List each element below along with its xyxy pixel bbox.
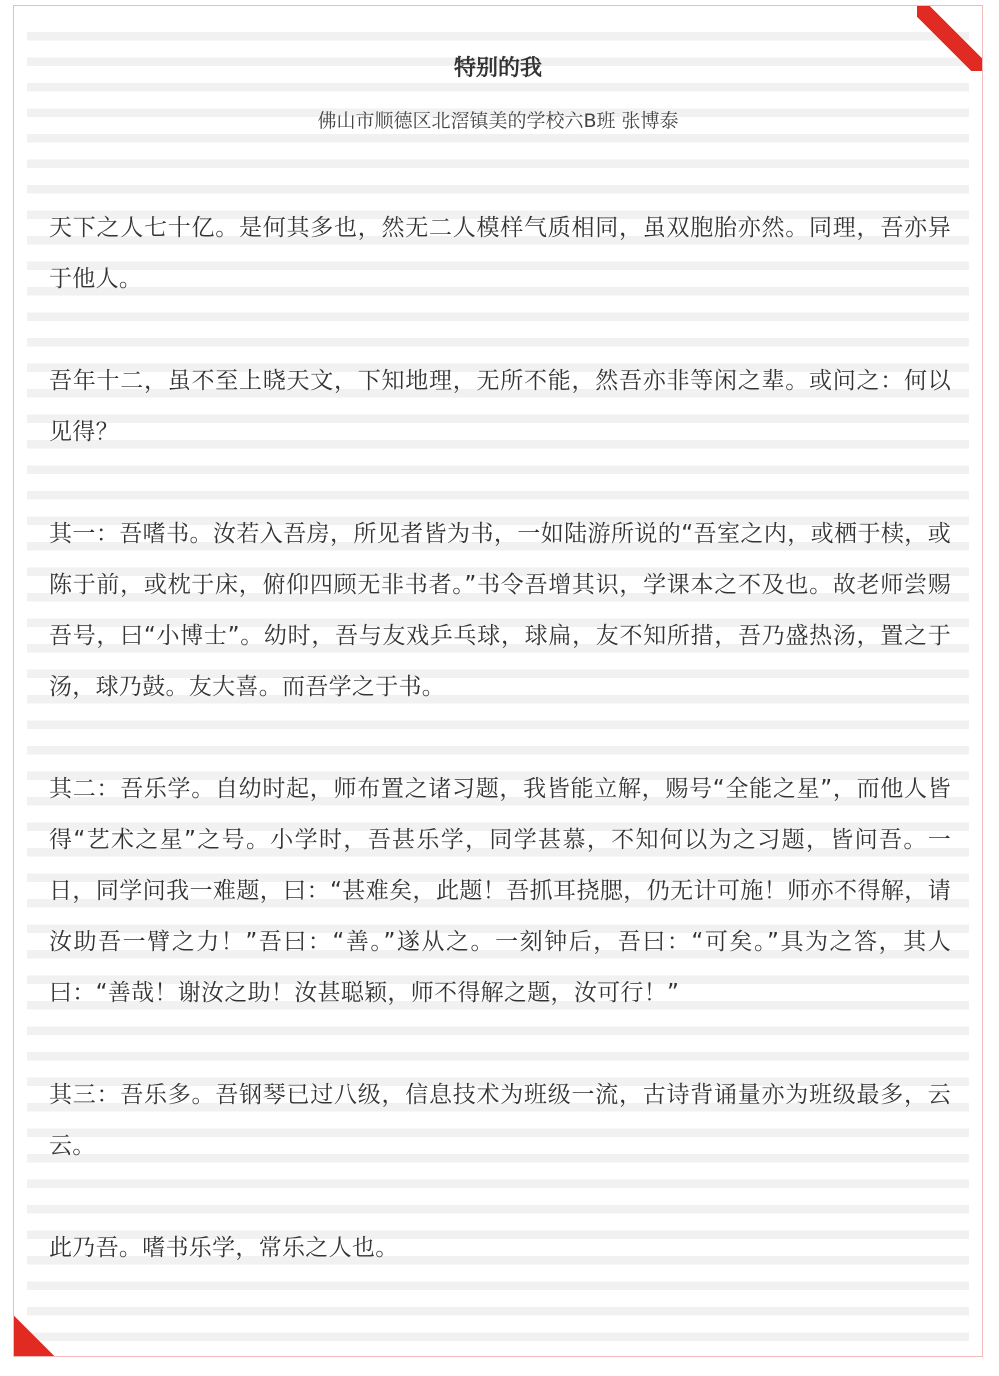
article-title: 特别的我 [453,56,542,81]
author-line: 佛山市顺德区北滘镇美的学校六B班 张博泰 [317,110,679,132]
paragraph: 此乃吾。嗜书乐学，常乐之人也。 [49,1235,399,1261]
paragraph: 其一：吾嗜书。汝若入吾房，所见者皆为书，一如陆游所说的“吾室之内，或栖于椟，或陈于前，或枕于床，俯仰四顾无非书者。”书令吾增其识，学课本之不及也。故老师尝赐吾号，曰“小博士”。幼时，吾与友戏乒乓球，球扁，友不知所措，吾乃盛热汤，置之于汤，球乃鼓。友大喜。而吾学之于书。 [49,521,951,700]
paragraph: 吾年十二，虽不至上晓天文，下知地理，无所不能，然吾亦非等闲之辈。或问之：何以见得？ [49,368,951,445]
article-body [49,203,951,1325]
article-card [13,5,983,1357]
paragraph: 其二：吾乐学。自幼时起，师布置之诸习题，我皆能立解，赐号“全能之星”，而他人皆得“艺术之星”之号。小学时，吾甚乐学，同学甚慕，不知何以为之习题，皆问吾。一日，同学问我一难题，曰：“甚难矣，此题！吾抓耳挠腮，仍无计可施！师亦不得解，请汝助吾一臂之力！”吾曰：“善。”遂从之。一刻钟后，吾曰：“可矣。”具为之答，其人曰：“善哉！谢汝之助！汝甚聪颖，师不得解之题，汝可行！” [49,776,951,1006]
paragraph: 其三：吾乐多。吾钢琴已过八级，信息技术为班级一流，古诗背诵量亦为班级最多，云云。 [49,1082,951,1159]
paragraph: 天下之人七十亿。是何其多也，然无二人模样气质相同，虽双胞胎亦然。同理，吾亦异于他人。 [49,215,951,292]
